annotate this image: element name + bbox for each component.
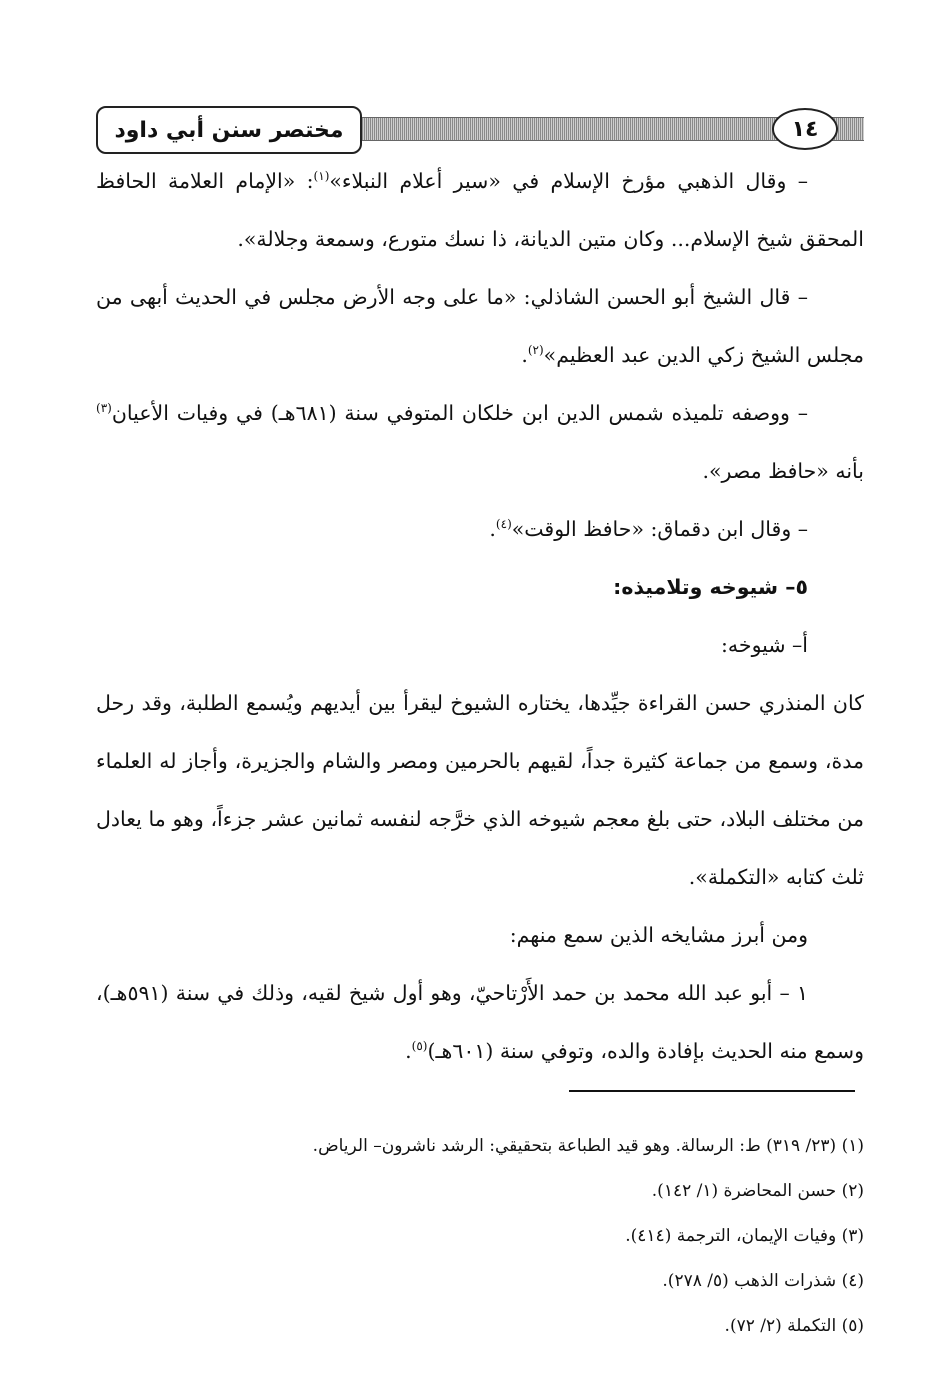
paragraph-text: – ووصفه تلميذه شمس الدين ابن خلكان المتوفي سنة (٦٨١هـ) في وفيات الأعيان [111, 401, 808, 425]
paragraph-ibn-khallikan [96, 384, 864, 500]
paragraph-text: : «الإمام العلامة الحافظ المحقق شيخ الإسلام... وكان متين الديانة، ذا نسك متورع، وسمعة وجلالة». [96, 169, 864, 251]
paragraph-dhahabi [96, 152, 864, 268]
paragraph-notable-teachers: ومن أبرز مشايخه الذين سمع منهم: [509, 923, 808, 947]
footnote-3: (٣) وفيات الإيمان، الترجمة (٤١٤). [625, 1226, 864, 1246]
paragraph-text: . [521, 343, 528, 367]
main-text [96, 152, 864, 1080]
paragraph-text: – قال الشيخ أبو الحسن الشاذلي: «ما على وجه الأرض مجلس في الحديث أبهى من مجلس الشيخ زكي الدين عبد العظيم» [96, 285, 864, 367]
footnote-ref-3: (٣) [96, 401, 112, 416]
section-heading: ٥– شيوخه وتلاميذه: [613, 575, 808, 599]
paragraph-text: . [489, 517, 496, 541]
paragraph-ibn-duqmaq [96, 500, 864, 558]
footnote-divider [569, 1090, 855, 1092]
paragraph-shadhili [96, 268, 864, 384]
book-title: مختصر سنن أبي داود [96, 106, 362, 154]
page-header [96, 106, 864, 152]
subheading: أ– شيوخه: [721, 633, 808, 657]
paragraph-text: ١ – أبو عبد الله محمد بن حمد الأَرْتاحيّ، وهو أول شيخ لقيه، وذلك في سنة (٥٩١هـ)، وسمع منه الحديث بإفادة والده، وتوفي سنة (٦٠١هـ) [96, 981, 864, 1063]
paragraph-text: – وقال الذهبي مؤرخ الإسلام في «سير أعلام النبلاء» [329, 169, 808, 193]
paragraph-text: – وقال ابن دقماق: «حافظ الوقت» [511, 517, 808, 541]
paragraph-teachers: كان المنذري حسن القراءة جيِّدها، يختاره الشيوخ ليقرأ بين أيديهم ويُسمع الطلبة، وقد رحل مدة، وسمع من جماعة كثيرة جداً، لقيهم بالحرمين ومصر والشام والجزيرة، وأجاز له العلماء من مختلف البلاد، حتى بلغ معجم شيوخه الذي خرَّجه لنفسه ثمانين عشر جزءاً، وهو ما يعادل ثلث كتابه «التكملة». [96, 691, 864, 889]
footnote-2: (٢) حسن المحاضرة (١/ ١٤٢). [651, 1181, 864, 1201]
footnotes [96, 1124, 864, 1349]
footnote-5: (٥) التكملة (٢/ ٧٢). [724, 1316, 864, 1336]
footnote-1: (١) (٢٣/ ٣١٩) ط: الرسالة. وهو قيد الطباعة بتحقيقي: الرشد ناشرون– الرياض. [312, 1136, 864, 1156]
footnote-ref-1: (١) [313, 169, 330, 184]
page-number: ١٤ [772, 108, 838, 150]
footnote-ref-2: (٢) [527, 343, 544, 358]
paragraph-text: . [405, 1039, 412, 1063]
footnote-ref-5: (٥) [411, 1039, 428, 1054]
footnote-ref-4: (٤) [495, 517, 512, 532]
footnote-4: (٤) شذرات الذهب (٥/ ٢٧٨). [662, 1271, 864, 1291]
paragraph-artahi [96, 964, 864, 1080]
paragraph-text: بأنه «حافظ مصر». [702, 459, 864, 483]
